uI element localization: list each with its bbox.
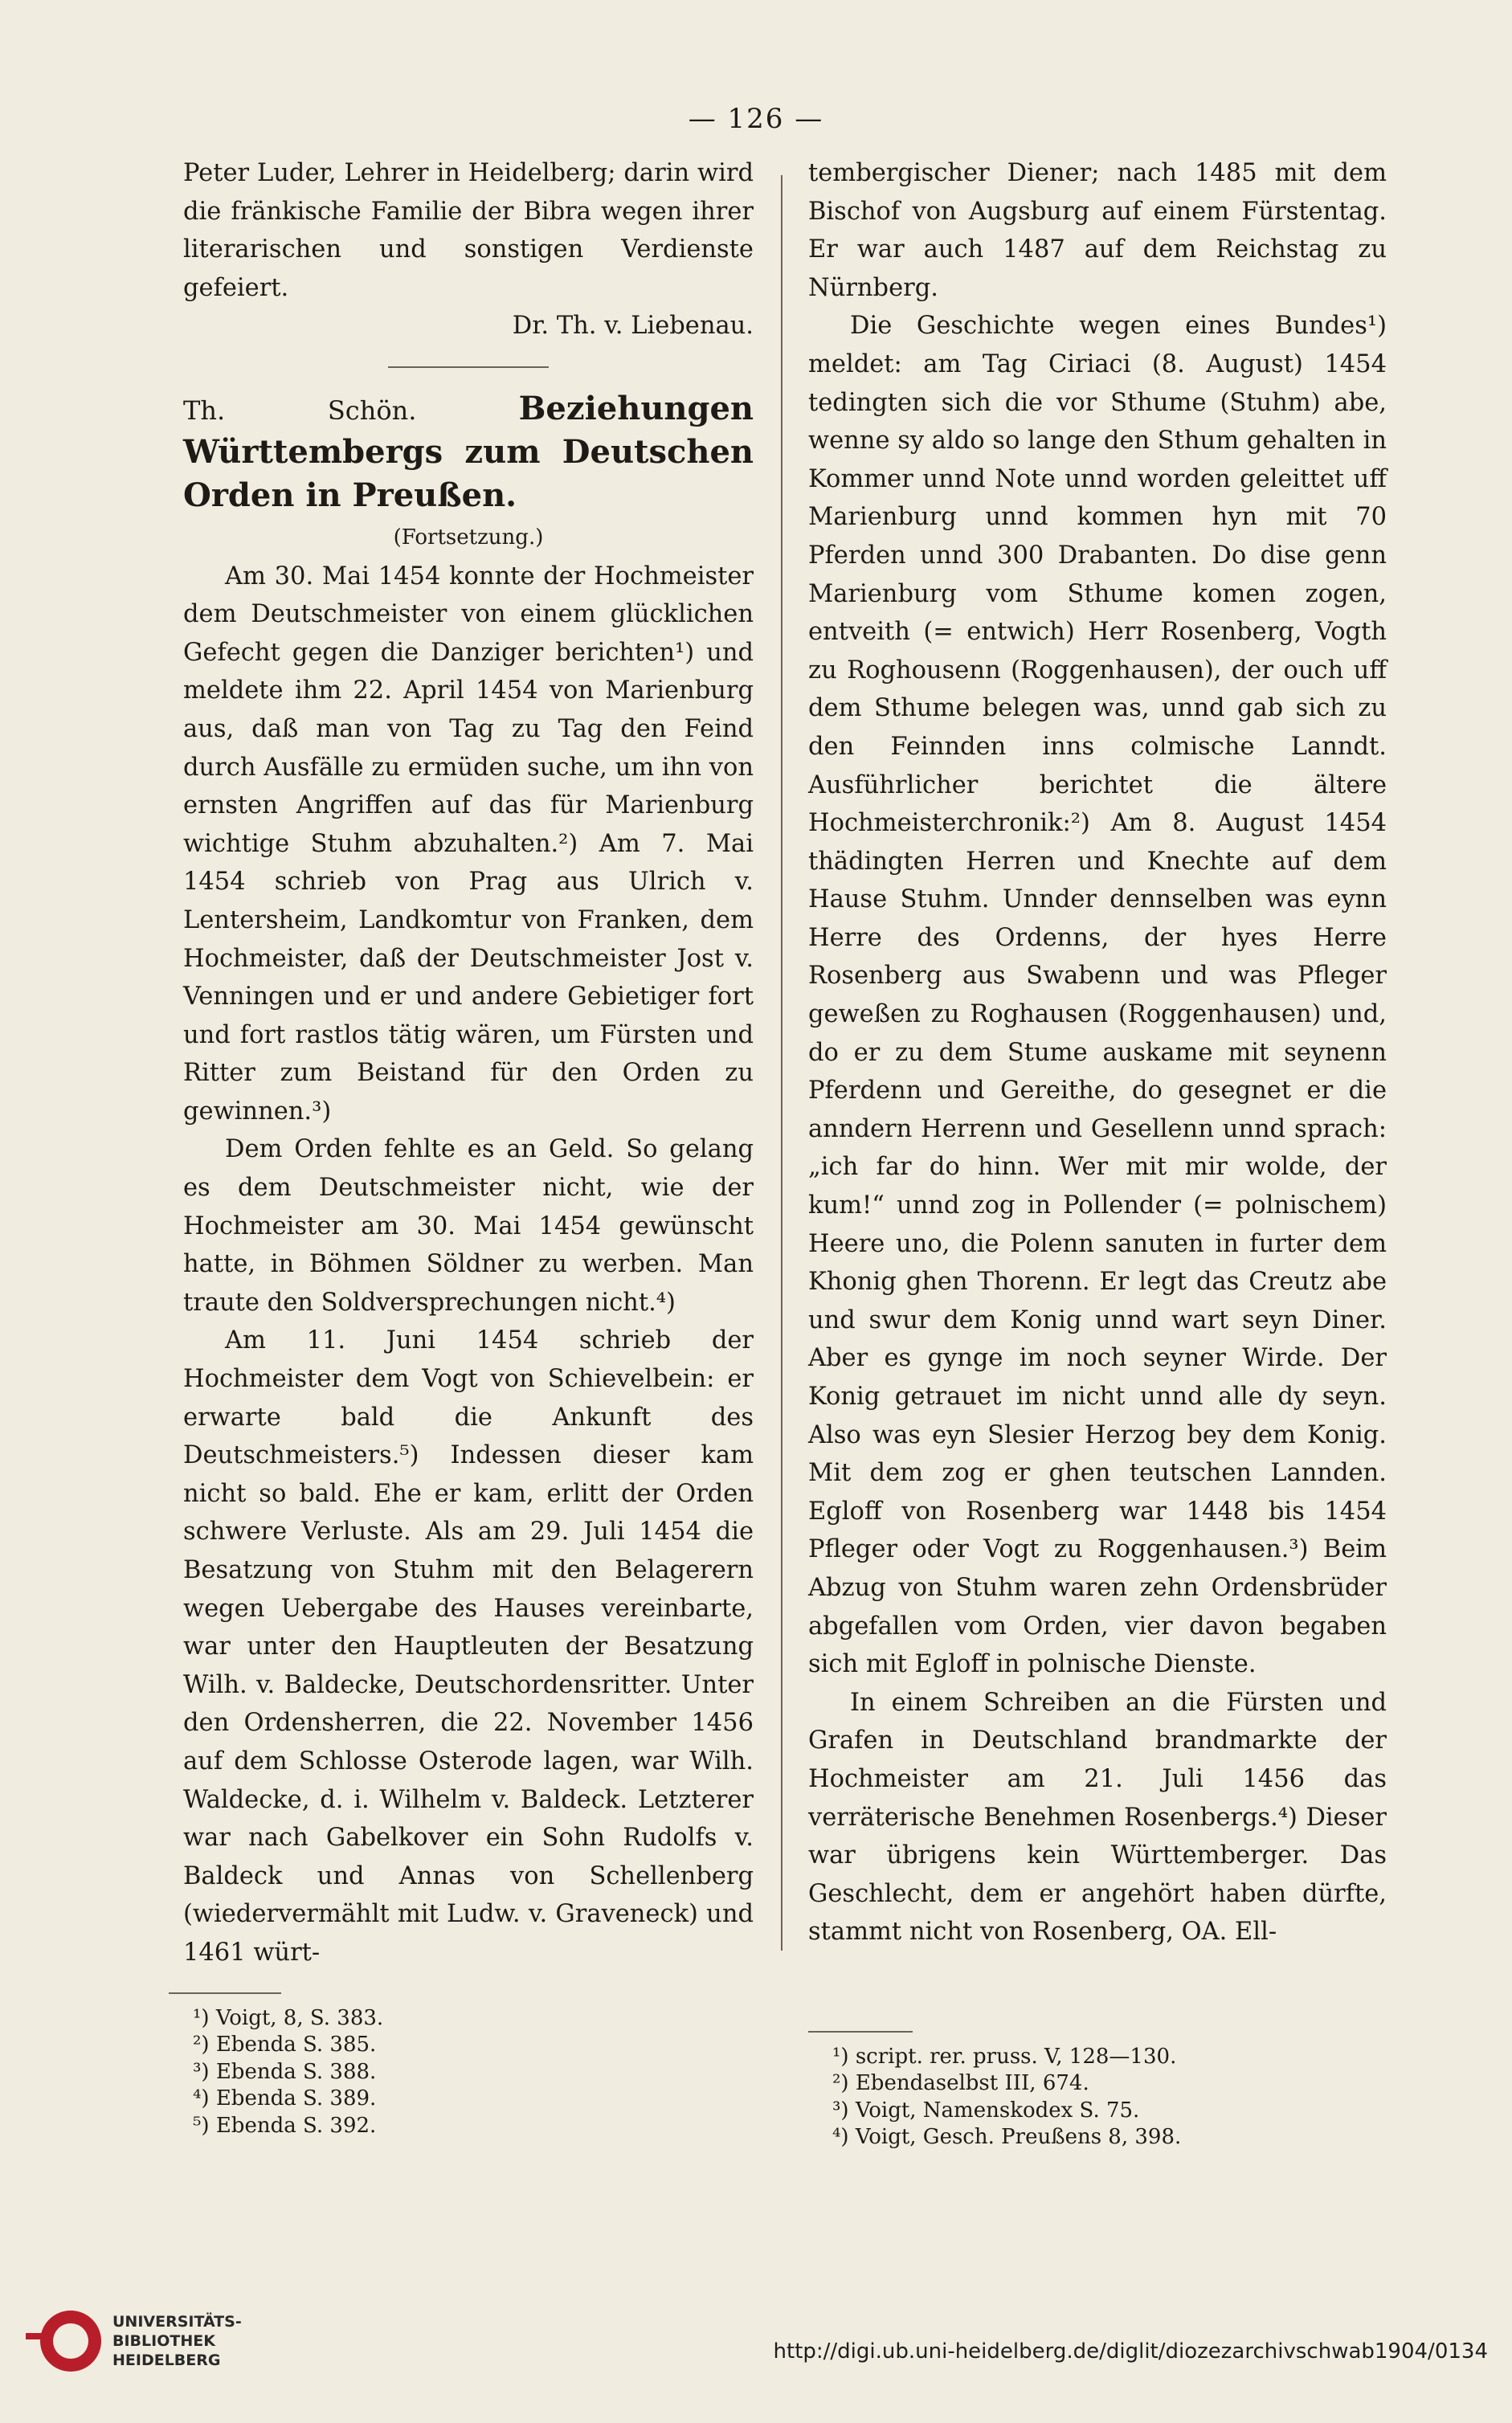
signature: Dr. Th. v. Liebenau. [512, 312, 754, 341]
institution-line: HEIDELBERG [112, 2351, 221, 2369]
footnote: ²) Ebenda S. 385. [193, 2033, 377, 2057]
article-heading [183, 389, 754, 519]
footnote: ⁴) Voigt, Gesch. Preußens 8, 398. [832, 2125, 1182, 2150]
footnote-rule [169, 1992, 281, 1994]
section-separator [388, 366, 549, 368]
footnote: ⁵) Ebenda S. 392. [193, 2113, 377, 2138]
article-title: Beziehungen Württembergs zum Deutschen Orden in Preußen. [183, 389, 754, 514]
footnote: ⁴) Ebenda S. 389. [193, 2086, 377, 2111]
library-logo-inner [53, 2323, 88, 2359]
footnote: ²) Ebendaselbst III, 674. [832, 2071, 1089, 2096]
institution-name [112, 2312, 242, 2370]
column-divider [781, 175, 783, 1951]
footnote-rule [808, 2031, 913, 2033]
footnote: ¹) Voigt, 8, S. 383. [193, 2006, 384, 2030]
left-column [183, 154, 754, 1972]
paragraph: In einem Schreiben an die Fürsten und Grafen in Deutschland brandmarkte der Hochmeister am 21. Juli 1456 das verräterische Benehmen Rosenbergs.⁴) Dieser war übrigens kein Württemberger. Das Geschlecht, dem er angehört haben dürfte, stammt nicht von Rosenberg, OA. Ell- [808, 1688, 1387, 1947]
intro-paragraph: Peter Luder, Lehrer in Heidelberg; darin wird die fränkische Familie der Bibra wegen ihrer literarischen und sonstigen Verdienste gefeiert. [183, 159, 754, 302]
paragraph: Am 30. Mai 1454 konnte der Hochmeister dem Deutschmeister von einem glücklichen Gefecht gegen die Danziger berichten¹) und meldete ihm 22. April 1454 von Marienburg aus, daß man von Tag zu Tag den Feind durch Ausfälle zu ermüden suche, um ihn von ernsten Angriffen auf das für Marienburg wichtige Stuhm abzuhalten.²) Am 7. Mai 1454 schrieb von Prag aus Ulrich v. Lentersheim, Landkomtur von Franken, dem Hochmeister, daß der Deutschmeister Jost v. Venningen und er und andere Gebietiger fort und fort rastlos tätig wären, um Fürsten und Ritter zum Beistand für den Orden zu gewinnen.³) [183, 562, 754, 1126]
page-number: — 126 — [688, 103, 824, 135]
footnote: ³) Ebenda S. 388. [193, 2059, 377, 2084]
library-footer [0, 2291, 1512, 2423]
source-url[interactable]: http://digi.ub.uni-heidelberg.de/diglit/diozezarchivschwab1904/0134 [773, 2339, 1488, 2364]
article-author: Th. Schön. [183, 394, 417, 426]
footnotes-right [808, 2031, 1387, 2151]
right-column [808, 154, 1387, 1951]
paragraph: Am 11. Juni 1454 schrieb der Hochmeister dem Vogt von Schievelbein: er erwarte bald die Ankunft des Deutschmeisters.⁵) Indessen dieser kam nicht so bald. Ehe er kam, erlitt der Orden schwere Verluste. Als am 29. Juli 1454 die Besatzung von Stuhm mit den Belagerern wegen Uebergabe des Hauses vereinbarte, war unter den Hauptleuten der Besatzung Wilh. v. Baldecke, Deutschordensritter. Unter den Ordensherren, die 22. November 1456 auf dem Schlosse Osterode lagen, war Wilh. Waldecke, d. i. Wilhelm v. Baldeck. Letzterer war nach Gabelkover ein Sohn Rudolfs v. Baldeck und Annas von Schellenberg (wiedervermählt mit Ludw. v. Graveneck) und 1461 würt- [183, 1326, 754, 1967]
institution-line: UNIVERSITÄTS- [112, 2313, 242, 2331]
footnotes-left [169, 1992, 651, 2139]
article-continuation: (Fortsetzung.) [393, 525, 544, 550]
library-logo-bar [26, 2333, 43, 2339]
paragraph: Die Geschichte wegen eines Bundes¹) meldet: am Tag Ciriaci (8. August) 1454 tedingten sich die vor Sthume (Stuhm) abe, wenne sy aldo so lange den Sthum gehalten in Kommer unnd Note unnd worden geleittet uff Marienburg unnd kommen hyn mit 70 Pferden unnd 300 Drabanten. Do dise genn Marienburg vom Sthume komen zogen, entveith (= entwich) Herr Rosenberg, Vogth zu Roghousenn (Roggenhausen), der ouch uff dem Sthume belegen was, unnd gab sich zu den Feinnden inns colmische Lanndt. Ausführlicher berichtet die ältere Hochmeisterchronik:²) Am 8. August 1454 thädingten Herren und Knechte auf dem Hause Stuhm. Unnder dennselben was eynn Herre des Ordenns, der hyes Herre Rosenberg aus Swabenn und was Pfleger geweßen zu Roghausen (Roggenhausen) und, do er zu dem Stume auskame mit seynenn Pferdenn und Gereithe, do gesegnet er die anndern Herrenn und Gesellenn unnd sprach: „ich far do hinn. Wer mit mir wolde, der kum!“ unnd zog in Pollender (= polnischem) Heere uno, die Polenn sanuten in furter dem Khonig ghen Thorenn. Er legt das Creutz abe und swur dem Konig unnd wart seyn Diner. Aber es gynge im noch seyner Wirde. Der Konig getrauet im nicht unnd alle dy seyn. Also was eyn Slesier Herzog bey dem Konig. Mit dem zog er ghen teutschen Lannden. Egloff von Rosenberg war 1448 bis 1454 Pfleger oder Vogt zu Roggenhausen.³) Beim Abzug von Stuhm waren zehn Ordensbrüder abgefallen vom Orden, vier davon begaben sich mit Egloff in polnische Dienste. [808, 312, 1387, 1679]
footnote: ³) Voigt, Namenskodex S. 75. [832, 2098, 1140, 2123]
footnote: ¹) script. rer. pruss. V, 128—130. [832, 2045, 1177, 2069]
paragraph: Dem Orden fehlte es an Geld. So gelang es dem Deutschmeister nicht, wie der Hochmeister am 30. Mai 1454 gewünscht hatte, in Böhmen Söldner zu werben. Man traute den Soldversprechungen nicht.⁴) [183, 1135, 754, 1317]
paragraph: tembergischer Diener; nach 1485 mit dem Bischof von Augsburg auf einem Fürstentag. Er war auch 1487 auf dem Reichstag zu Nürnberg. [808, 159, 1387, 302]
institution-line: BIBLIOTHEK [112, 2332, 215, 2350]
